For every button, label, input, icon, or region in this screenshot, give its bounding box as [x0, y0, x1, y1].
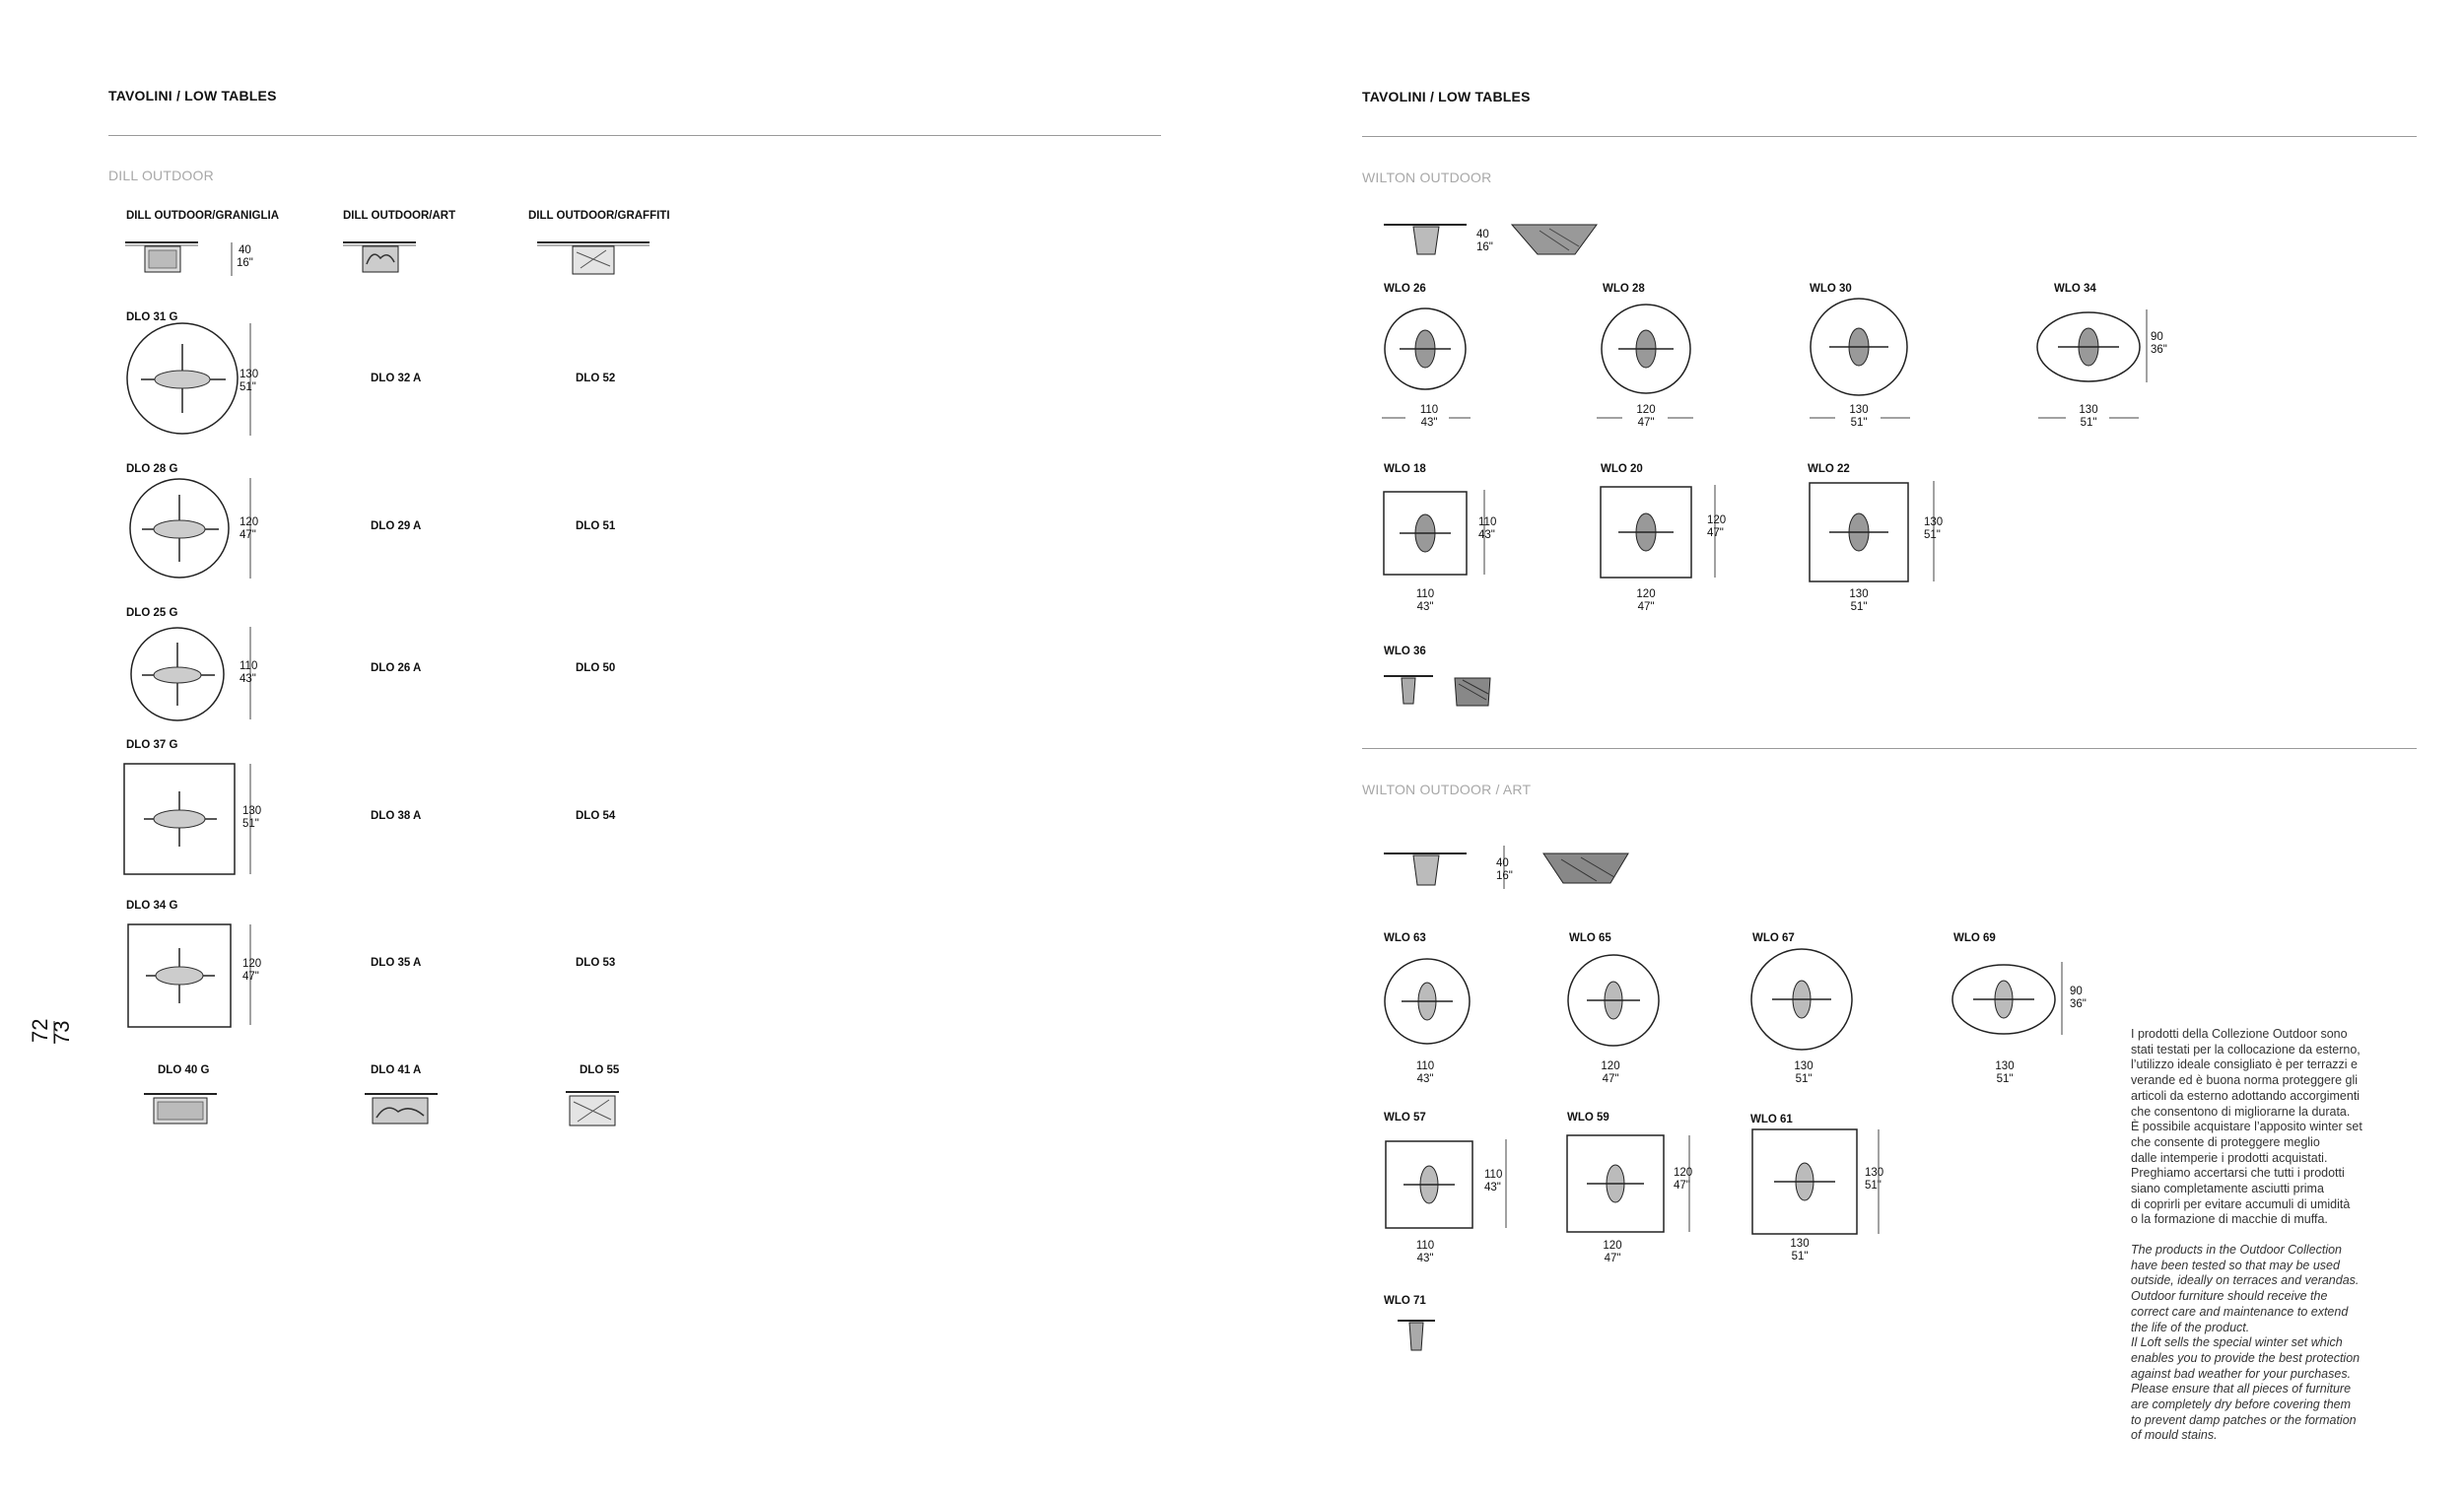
wlo-26-dim: 110 43": [1419, 404, 1439, 429]
dlo-50-code: DLO 50: [576, 662, 616, 674]
wilton-side-drawing: [1510, 221, 1599, 256]
page-number-left: 72: [28, 1018, 52, 1043]
wlo-69-plan-drawing: [1950, 962, 2058, 1037]
col-header-graniglia: DILL OUTDOOR/GRANIGLIA: [126, 210, 280, 222]
graffiti-elevation-drawing: [535, 237, 653, 281]
dlo-40-g-code: DLO 40 G: [158, 1064, 210, 1076]
wilton-art-side-drawing: [1541, 850, 1630, 885]
wlo-67-code: WLO 67: [1752, 932, 1795, 944]
wlo-69-code: WLO 69: [1953, 932, 1996, 944]
wlo-57-code: WLO 57: [1384, 1112, 1426, 1124]
wilton-elevation-drawing: [1382, 219, 1471, 258]
wilton-height-dim: 40 16": [1476, 229, 1493, 253]
wlo-22-plan-drawing: [1808, 481, 1910, 583]
wlo-34-dim: 130 51": [2079, 404, 2098, 429]
dlo-54-code: DLO 54: [576, 810, 616, 822]
wlo-18-dim: 110 43": [1415, 588, 1435, 613]
dlo-53-code: DLO 53: [576, 957, 616, 969]
wlo-28-code: WLO 28: [1603, 283, 1645, 295]
wilton-art-height-dim: 40 16": [1496, 857, 1513, 882]
wlo-36-elevation-drawing: [1382, 672, 1437, 708]
wlo-36-side-drawing: [1453, 676, 1492, 708]
wlo-69-dim: 130 51": [1995, 1060, 2015, 1085]
wlo-69-dim-line: [2060, 962, 2064, 1035]
wlo-59-plan-drawing: [1565, 1133, 1666, 1234]
graniglia-height-dim: 40 16": [237, 244, 253, 269]
dlo-25-g-plan-drawing: [128, 625, 237, 723]
wlo-30-code: WLO 30: [1810, 283, 1852, 295]
wlo-57-dim: 110 43": [1415, 1240, 1435, 1264]
wlo-22-dim: 130 51": [1849, 588, 1869, 613]
wilton-round-dim-ticks: [1380, 416, 2149, 420]
left-page-title: TAVOLINI / LOW TABLES: [108, 88, 277, 103]
dill-outdoor-section-label: DILL OUTDOOR: [108, 168, 214, 183]
wlo-65-plan-drawing: [1565, 952, 1662, 1049]
wlo-57-dimv: 110 43": [1484, 1169, 1503, 1193]
wilton-art-elevation-drawing: [1382, 850, 1471, 889]
wlo-26-plan-drawing: [1382, 306, 1469, 392]
dlo-55-elevation-drawing: [564, 1088, 623, 1131]
art-elevation-drawing: [341, 237, 420, 281]
dlo-28-g-dim: 120 47": [240, 516, 259, 541]
wlo-61-dim: 130 51": [1790, 1238, 1810, 1262]
wlo-61-code: WLO 61: [1750, 1114, 1793, 1125]
height-marker: [230, 242, 234, 276]
wlo-67-plan-drawing: [1748, 946, 1855, 1053]
dlo-41-a-code: DLO 41 A: [371, 1064, 422, 1076]
wilton-outdoor-section-label: WILTON OUTDOOR: [1362, 170, 1492, 185]
wlo-71-elevation-drawing: [1396, 1317, 1439, 1354]
left-title-rule: [108, 135, 1161, 136]
wlo-67-dim: 130 51": [1794, 1060, 1814, 1085]
dlo-31-g-code: DLO 31 G: [126, 311, 178, 323]
wlo-26-code: WLO 26: [1384, 283, 1426, 295]
wlo-20-plan-drawing: [1599, 485, 1693, 580]
wlo-18-dimv: 110 43": [1478, 516, 1497, 541]
dlo-28-g-plan-drawing: [126, 475, 244, 581]
wlo-30-plan-drawing: [1808, 296, 1910, 398]
dlo-31-g-plan-drawing: [123, 320, 251, 437]
wlo-61-plan-drawing: [1750, 1127, 1859, 1236]
wlo-18-code: WLO 18: [1384, 463, 1426, 475]
dlo-25-g-dim: 110 43": [240, 660, 258, 685]
col-header-graffiti: DILL OUTDOOR/GRAFFITI: [528, 210, 670, 222]
right-title-rule: [1362, 136, 2417, 137]
wlo-20-dimv: 120 47": [1707, 514, 1727, 539]
wlo-71-code: WLO 71: [1384, 1295, 1426, 1307]
dlo-34-g-plan-drawing: [126, 922, 235, 1029]
right-page-title: TAVOLINI / LOW TABLES: [1362, 89, 1531, 104]
wlo-65-dim: 120 47": [1601, 1060, 1620, 1085]
wlo-28-dim: 120 47": [1636, 404, 1656, 429]
dlo-31-g-dim: 130 51": [240, 369, 259, 393]
wlo-36-code: WLO 36: [1384, 646, 1426, 657]
wlo-34-dim-line: [2145, 309, 2149, 382]
dlo-32-a-code: DLO 32 A: [371, 373, 422, 384]
wlo-22-dimv: 130 51": [1924, 516, 1944, 541]
wlo-63-plan-drawing: [1382, 956, 1472, 1047]
wlo-63-code: WLO 63: [1384, 932, 1426, 944]
wlo-34-plan-drawing: [2034, 309, 2143, 384]
wilton-outdoor-art-section-label: WILTON OUTDOOR / ART: [1362, 782, 1532, 797]
dlo-37-g-dim: 130 51": [242, 805, 262, 830]
wlo-69-dimv: 90 36": [2070, 986, 2087, 1010]
dlo-37-g-code: DLO 37 G: [126, 739, 178, 751]
wlo-63-dim: 110 43": [1415, 1060, 1435, 1085]
dlo-25-g-code: DLO 25 G: [126, 607, 178, 619]
dlo-28-g-code: DLO 28 G: [126, 463, 178, 475]
dlo-40-g-elevation-drawing: [142, 1090, 221, 1129]
wlo-57-dim-line: [1504, 1139, 1508, 1228]
wlo-22-code: WLO 22: [1808, 463, 1850, 475]
wlo-30-dim: 130 51": [1849, 404, 1869, 429]
dlo-26-a-code: DLO 26 A: [371, 662, 422, 674]
wlo-59-code: WLO 59: [1567, 1112, 1609, 1124]
dlo-51-code: DLO 51: [576, 520, 616, 532]
dlo-34-g-dim: 120 47": [242, 958, 262, 983]
dlo-35-a-code: DLO 35 A: [371, 957, 422, 969]
wlo-20-code: WLO 20: [1601, 463, 1643, 475]
graniglia-elevation-drawing: [123, 237, 202, 281]
wlo-34-dimv: 90 36": [2151, 331, 2167, 356]
wlo-59-dim: 120 47": [1603, 1240, 1622, 1264]
dlo-37-g-plan-drawing: [122, 762, 239, 876]
outdoor-note-english: The products in the Outdoor Collection have been tested so that may be used outside, ideally on terraces and verandas. Outdoor furniture should receive the correct care and maintenance to extend the life of the product. Il Loft sells the special winter set which enables you to provide the best protection against bad weather for your purchases. Please ensure that all pieces of furniture are completely dry before covering them to prevent damp patches or the formation of mould stains.: [2131, 1243, 2361, 1443]
dlo-38-a-code: DLO 38 A: [371, 810, 422, 822]
wlo-20-dim: 120 47": [1636, 588, 1656, 613]
wlo-65-code: WLO 65: [1569, 932, 1611, 944]
wlo-34-code: WLO 34: [2054, 283, 2096, 295]
dlo-55-code: DLO 55: [580, 1064, 620, 1076]
page-number-right: 73: [49, 1020, 74, 1045]
dlo-52-code: DLO 52: [576, 373, 616, 384]
wlo-57-plan-drawing: [1384, 1139, 1474, 1230]
wilton-divider-rule: [1362, 748, 2417, 749]
wlo-59-dimv: 120 47": [1674, 1167, 1693, 1192]
col-header-art: DILL OUTDOOR/ART: [343, 210, 456, 222]
dlo-41-a-elevation-drawing: [363, 1090, 442, 1129]
wlo-61-dimv: 130 51": [1865, 1167, 1884, 1192]
dlo-29-a-code: DLO 29 A: [371, 520, 422, 532]
wlo-28-plan-drawing: [1599, 302, 1693, 396]
outdoor-note-italian: I prodotti della Collezione Outdoor sono stati testati per la collocazione da esterno, l’utilizzo ideale consigliato è per terrazzi e verande ed è buona norma proteggere gli articoli da esterno adottando accorgimenti che consentono di migliorarne la durata. È possibile acquistare l’apposito winter set che consente di proteggere meglio dalle intemperie i prodotti acquistati. Preghiamo accertarsi che tutti i prodotti siano completamente asciutti prima di coprirli per evitare accumuli di umidità o la formazione di macchie di muffa.: [2131, 1027, 2362, 1227]
wlo-18-plan-drawing: [1382, 490, 1469, 577]
dlo-34-g-code: DLO 34 G: [126, 900, 178, 912]
